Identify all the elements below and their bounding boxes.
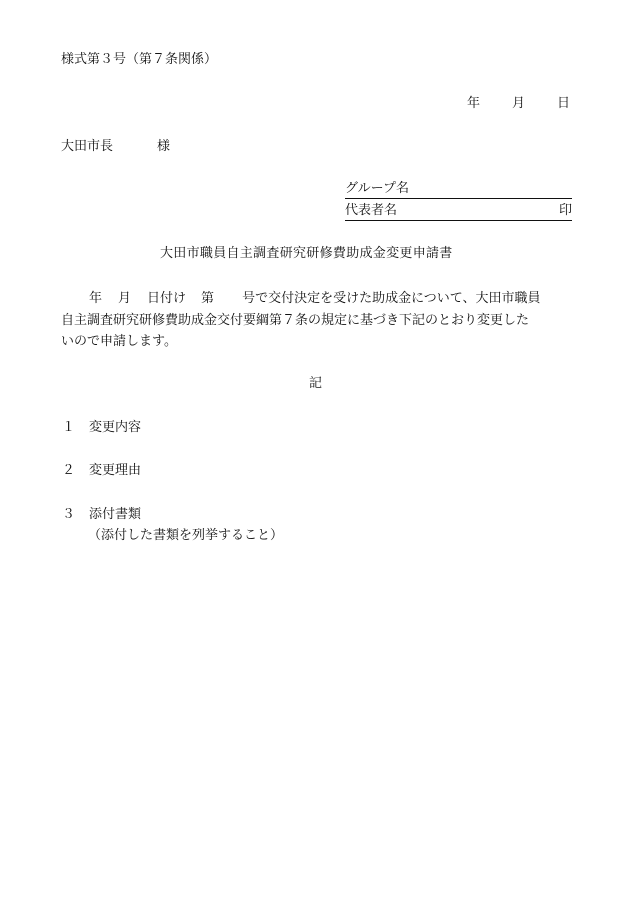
day-label: 日 xyxy=(556,96,570,111)
addressee xyxy=(61,139,170,155)
item-number: １ xyxy=(62,420,76,435)
item-label: 変更内容 xyxy=(89,420,142,435)
item-change-reason xyxy=(62,463,141,479)
addressee-name: 大田市長 xyxy=(61,139,114,154)
representative-label: 代表者名 xyxy=(345,203,398,218)
month-label: 月 xyxy=(511,96,525,111)
body-date: 日付け xyxy=(147,291,187,306)
body-year: 年 xyxy=(89,291,103,306)
item-attachments xyxy=(62,507,141,523)
body-line-1 xyxy=(61,288,575,310)
addressee-honorific: 様 xyxy=(157,139,171,154)
body-no: 第 xyxy=(201,291,215,306)
group-name-field[interactable] xyxy=(345,181,572,199)
ki-heading: 記 xyxy=(309,376,323,391)
group-name-label: グループ名 xyxy=(345,181,409,196)
date-line xyxy=(467,96,570,112)
body-paragraph xyxy=(61,288,575,353)
body-line-2: 自主調査研究研修費助成金交付要綱第７条の規定に基づき下記のとおり変更した xyxy=(61,312,530,328)
body-line-1-rest: 号で交付決定を受けた助成金について、大田市職員 xyxy=(242,291,541,306)
document-title: 大田市職員自主調査研究研修費助成金変更申請書 xyxy=(160,246,453,261)
item-label: 添付書類 xyxy=(89,507,142,522)
item-change-content xyxy=(62,420,141,436)
item-number: ３ xyxy=(62,507,76,522)
representative-field[interactable] xyxy=(345,203,572,221)
attachments-note: （添付した書類を列挙すること） xyxy=(88,528,284,543)
body-line-3: いので申請します。 xyxy=(61,334,177,349)
year-label: 年 xyxy=(466,96,480,111)
item-label: 変更理由 xyxy=(89,463,142,478)
body-month: 月 xyxy=(118,291,132,306)
form-number: 様式第３号（第７条関係） xyxy=(61,52,218,67)
seal-mark: 印 xyxy=(558,203,572,218)
item-number: ２ xyxy=(62,463,76,478)
